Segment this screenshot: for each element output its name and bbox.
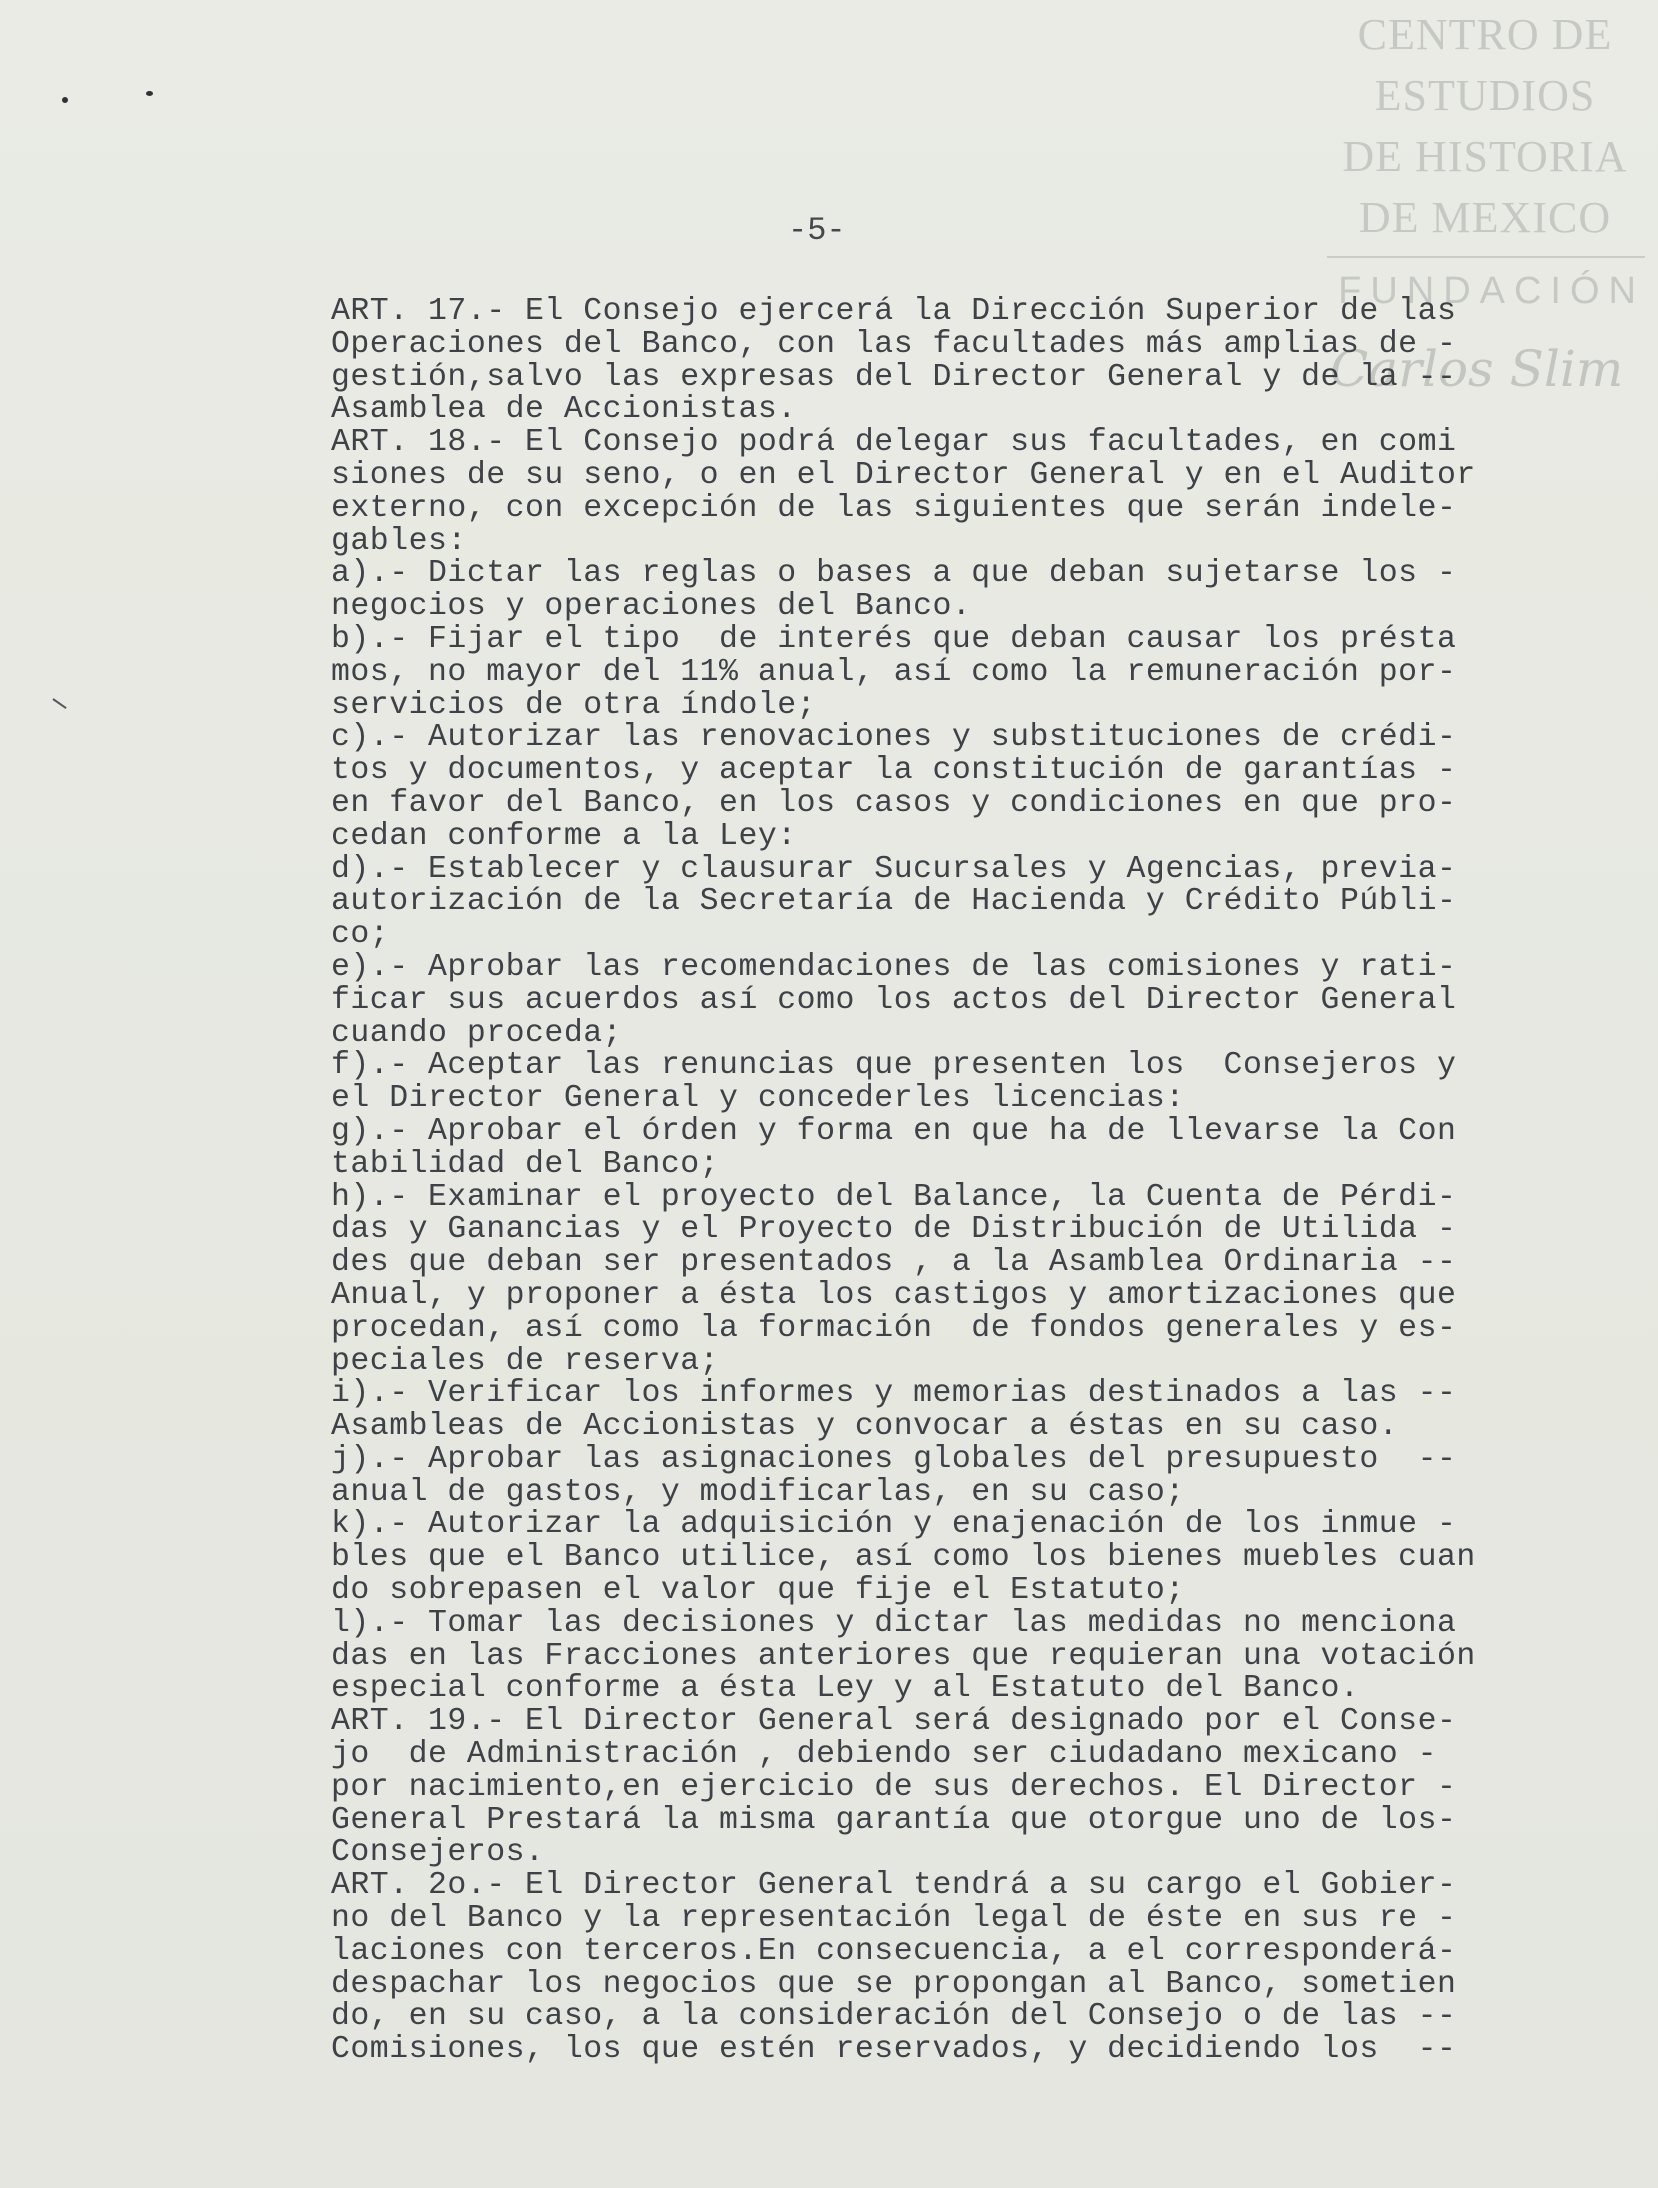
text-line: gables: [331, 523, 467, 559]
text-line: por nacimiento,en ejercicio de sus derechos. El Director - [331, 1769, 1457, 1805]
typed-text-body [331, 296, 1601, 2067]
text-line: b).- Fijar el tipo de interés que deban causar los présta [331, 621, 1457, 657]
text-line: d).- Establecer y clausurar Sucursales y Agencias, previa- [331, 851, 1457, 887]
text-line: peciales de reserva; [331, 1343, 720, 1379]
text-line: en favor del Banco, en los casos y condiciones en que pro- [331, 785, 1457, 821]
watermark-divider [1327, 256, 1645, 258]
text-line: ART. 2o.- El Director General tendrá a su cargo el Gobier- [331, 1868, 1457, 1904]
text-line: General Prestará la misma garantía que otorgue uno de los- [331, 1802, 1457, 1838]
ink-speck [146, 91, 153, 96]
text-line: Asambleas de Accionistas y convocar a éstas en su caso. [331, 1409, 1399, 1445]
text-line: h).- Examinar el proyecto del Balance, la Cuenta de Pérdi- [331, 1179, 1457, 1215]
text-line: ART. 19.- El Director General será designado por el Conse- [331, 1704, 1457, 1740]
text-line: cedan conforme a la Ley: [331, 818, 797, 854]
text-line: das y Ganancias y el Proyecto de Distribución de Utilida - [331, 1212, 1457, 1248]
text-line: gestión,salvo las expresas del Director General y de la -- [331, 359, 1457, 395]
text-line: despachar los negocios que se propongan al Banco, sometien [331, 1966, 1457, 2002]
text-line: anual de gastos, y modificarlas, en su caso; [331, 1474, 1185, 1510]
page-mark [52, 698, 66, 709]
text-line: procedan, así como la formación de fondos generales y es- [331, 1310, 1457, 1346]
text-line: ficar sus acuerdos así como los actos del Director General [331, 982, 1457, 1018]
text-line: k).- Autorizar la adquisición y enajenación de los inmue - [331, 1507, 1457, 1543]
ink-speck [62, 97, 68, 103]
text-line: siones de su seno, o en el Director General y en el Auditor [331, 457, 1476, 493]
text-line: do sobrepasen el valor que fije el Estatuto; [331, 1573, 1185, 1609]
text-line: c).- Autorizar las renovaciones y substituciones de crédi- [331, 720, 1457, 756]
watermark-line: DE MEXICO [1358, 193, 1612, 242]
text-line: mos, no mayor del 11% anual, así como la remuneración por- [331, 654, 1457, 690]
text-line: tabilidad del Banco; [331, 1146, 720, 1182]
text-line: bles que el Banco utilice, así como los bienes muebles cuan [331, 1540, 1476, 1576]
watermark-signature: Carlos Slim [1330, 340, 1624, 398]
text-line: l).- Tomar las decisiones y dictar las medidas no menciona [331, 1605, 1457, 1641]
watermark-line: DE HISTORIA [1342, 132, 1628, 181]
text-line: tos y documentos, y aceptar la constitución de garantías - [331, 753, 1457, 789]
text-line: Asamblea de Accionistas. [331, 392, 797, 428]
text-line: des que deban ser presentados , a la Asamblea Ordinaria -- [331, 1245, 1457, 1281]
watermark-line: ESTUDIOS [1374, 71, 1596, 120]
text-line: cuando proceda; [331, 1015, 623, 1051]
text-line: ART. 18.- El Consejo podrá delegar sus facultades, en comi [331, 425, 1457, 461]
text-line: laciones con terceros.En consecuencia, a el corresponderá- [331, 1933, 1457, 1969]
text-line: Consejeros. [331, 1835, 545, 1871]
text-line: servicios de otra índole; [331, 687, 817, 723]
text-line: especial conforme a ésta Ley y al Estatuto del Banco. [331, 1671, 1360, 1707]
archive-watermark [1325, 4, 1645, 313]
text-line: autorización de la Secretaría de Hacienda y Crédito Públi- [331, 884, 1457, 920]
text-line: co; [331, 917, 390, 953]
text-line: do, en su caso, a la consideración del Consejo o de las -- [331, 1999, 1457, 2035]
text-line: g).- Aprobar el órden y forma en que ha de llevarse la Con [331, 1113, 1457, 1149]
watermark-foundation: FUNDACIÓN [1338, 270, 1645, 312]
text-line: f).- Aceptar las renuncias que presenten los Consejeros y [331, 1048, 1457, 1084]
text-line: e).- Aprobar las recomendaciones de las comisiones y rati- [331, 949, 1457, 985]
page-number: -5- [788, 212, 846, 249]
text-line: i).- Verificar los informes y memorias destinados a las -- [331, 1376, 1457, 1412]
text-line: el Director General y concederles licencias: [331, 1081, 1185, 1117]
text-line: no del Banco y la representación legal de éste en sus re - [331, 1901, 1457, 1937]
text-line: Comisiones, los que estén reservados, y decidiendo los -- [331, 2032, 1457, 2068]
text-line: a).- Dictar las reglas o bases a que deban sujetarse los - [331, 556, 1457, 592]
watermark-line: CENTRO DE [1357, 10, 1613, 59]
text-line: Anual, y proponer a ésta los castigos y amortizaciones que [331, 1277, 1457, 1313]
text-line: ART. 17.- El Consejo ejercerá la Dirección Superior de las [331, 294, 1457, 329]
text-line: Operaciones del Banco, con las facultades más amplias de - [331, 326, 1457, 362]
text-line: das en las Fracciones anteriores que requieran una votación [331, 1638, 1476, 1674]
text-line: j).- Aprobar las asignaciones globales del presupuesto -- [331, 1441, 1457, 1477]
text-line: negocios y operaciones del Banco. [331, 589, 972, 625]
text-line: jo de Administración , debiendo ser ciudadano mexicano - [331, 1737, 1437, 1773]
text-line: externo, con excepción de las siguientes que serán indele- [331, 490, 1457, 526]
